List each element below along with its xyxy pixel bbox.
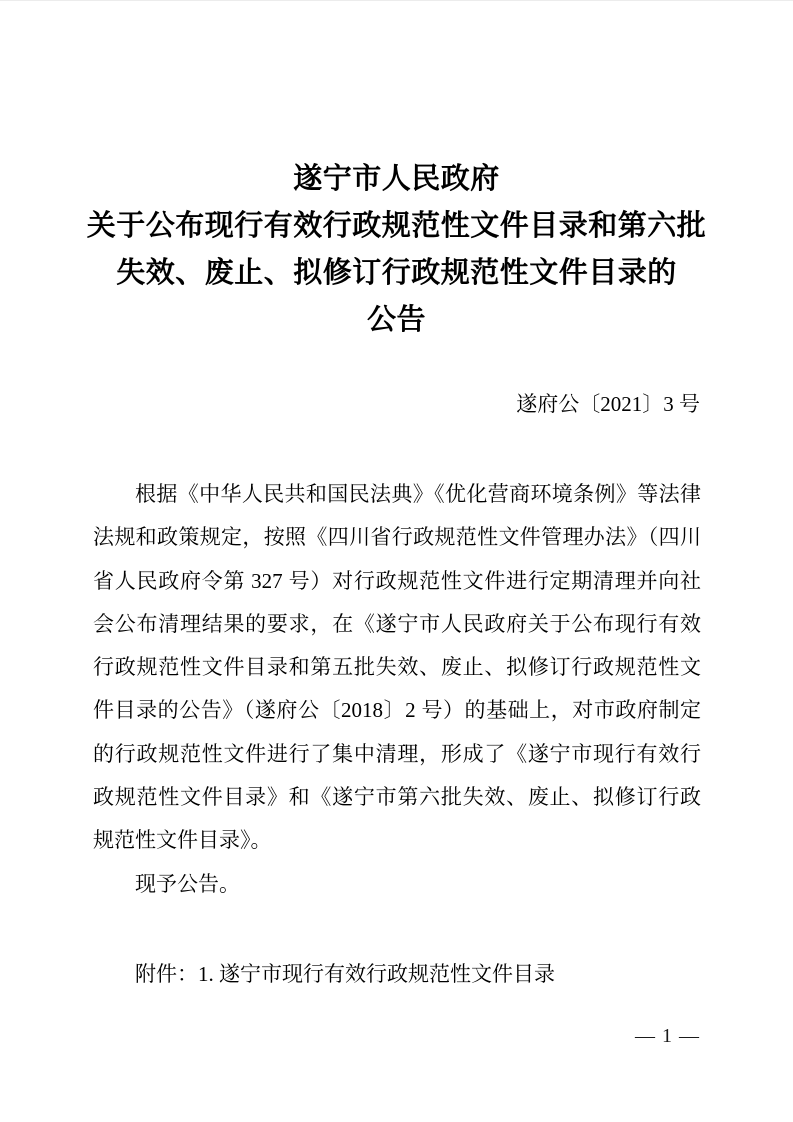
document-title [46,156,747,344]
title-line-subject-2: 失效、废止、拟修订行政规范性文件目录的 [116,257,677,289]
document-body [93,473,701,906]
title-line-doc-type: 公告 [366,304,426,336]
title-line-subject-1: 关于公布现行有效行政规范性文件目录和第六批 [86,210,707,242]
paragraph-basis: 根据《中华人民共和国民法典》《优化营商环境条例》等法律法规和政策规定，按照《四川省行政规范性文件管理办法》（四川省人民政府令第 327 号）对行政规范性文件进行定期清理并向社会公布清理结果的要求，在《遂宁市人民政府关于公布现行有效行政规范性文件目录和第五批失效、废止、拟修订行政规范性文件目录的公告》（遂府公〔2018〕2 号）的基础上，对市政府制定的行政规范性文件进行了集中清理，形成了《遂宁市现行有效行政规范性文件目录》和《遂宁市第六批失效、废止、拟修订行政规范性文件目录》。 [93,482,701,853]
attachment-line: 附件：1. 遂宁市现行有效行政规范性文件目录 [135,962,555,986]
paragraph-announcement: 现予公告。 [135,871,240,896]
title-line-issuer: 遂宁市人民政府 [293,163,500,195]
document-number: 遂府公〔2021〕3 号 [516,392,700,416]
page-number: — 1 — [635,1025,700,1047]
